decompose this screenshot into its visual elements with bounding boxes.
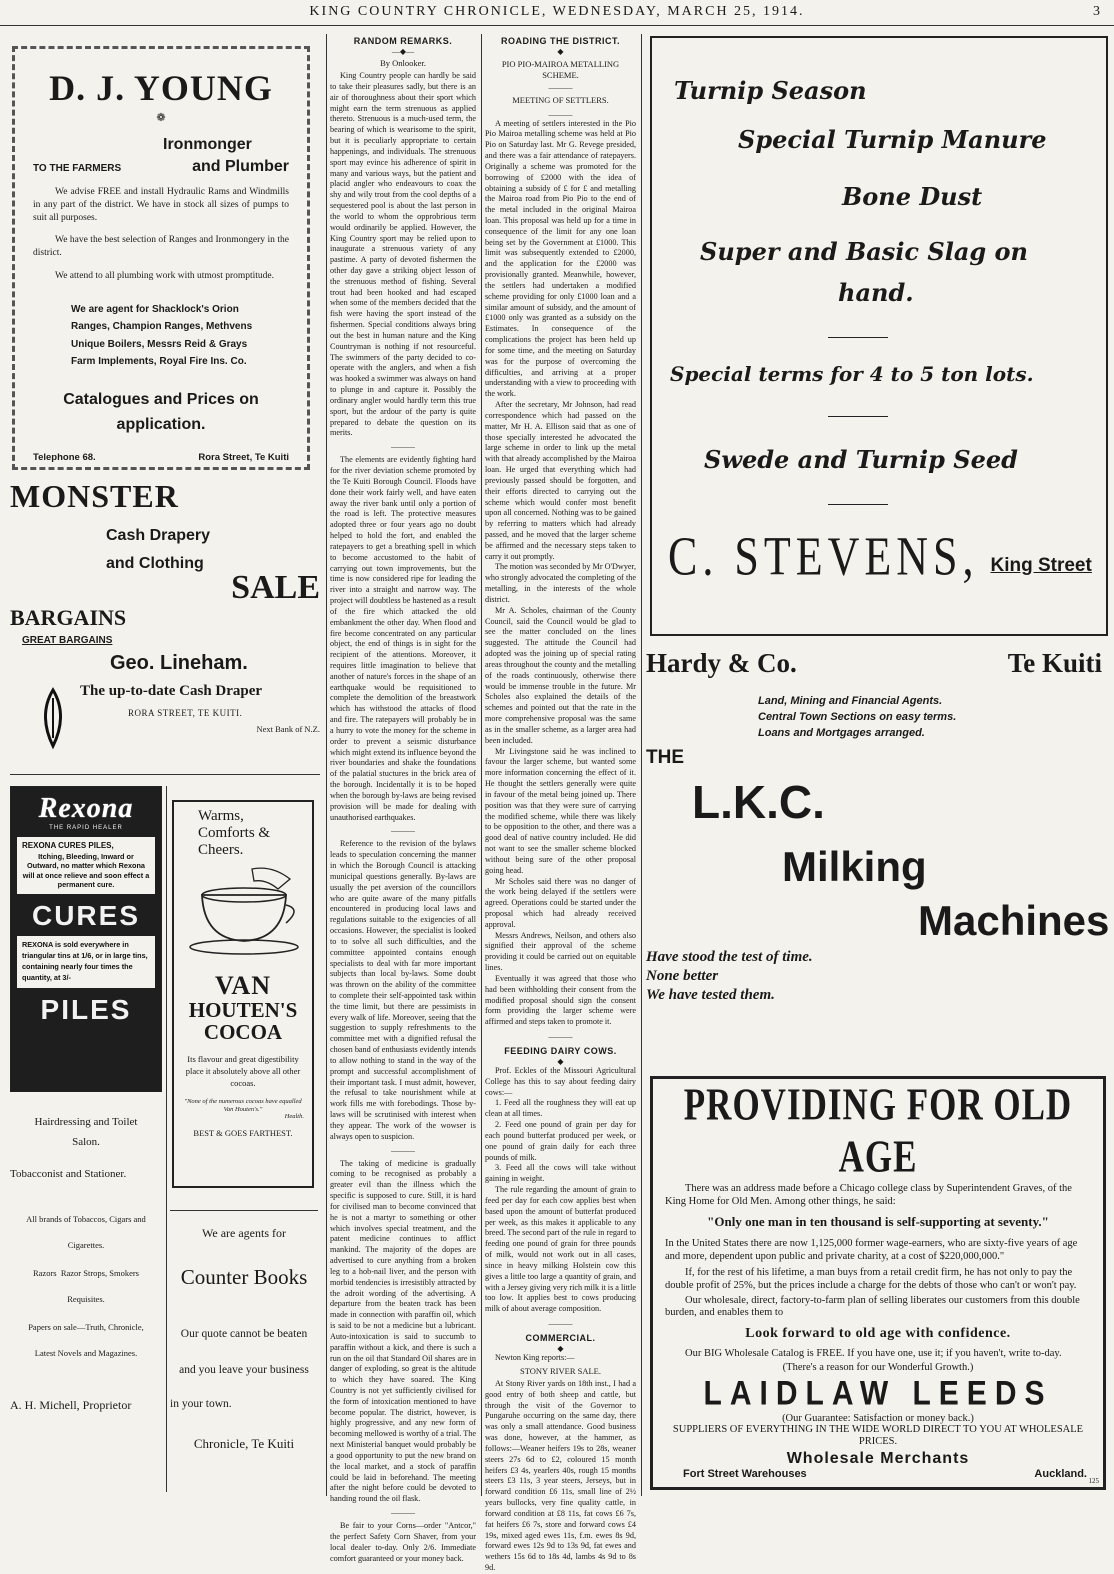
divider-rule: ——— bbox=[391, 1145, 415, 1155]
vanhouten-brand2: HOUTEN'S bbox=[188, 998, 298, 1022]
michell-line4: All brands of Tobaccos, Cigars and bbox=[26, 1214, 146, 1224]
lineham-tag: The up-to-date Cash Draper bbox=[80, 683, 263, 699]
random-byline: By Onlooker. bbox=[380, 57, 426, 68]
cocoa-cup-icon bbox=[182, 865, 304, 957]
stevens-street: King Street bbox=[990, 555, 1092, 576]
rexona-logo: Rexona bbox=[38, 793, 134, 824]
counter-line3: Our quote cannot be beaten bbox=[180, 1328, 308, 1340]
laidlaw-para2: In the United States there are now 1,125,000 former wage-earners, who are sixty-five years of age and more, dependent upon public and private charity, at a cost of $220,000,000." bbox=[665, 1238, 1078, 1262]
michell-line3: Tobacconist and Stationer. bbox=[10, 1168, 127, 1180]
michell-ad bbox=[10, 1110, 162, 1492]
pen-nib-icon bbox=[38, 688, 68, 748]
michell-line6: Razors Razor Strops, Smokers bbox=[32, 1268, 139, 1278]
hardy-slogan2: None better bbox=[646, 968, 719, 984]
vanhouten-text: Its flavour and great digestibility place it absolutely above all other cocoas. bbox=[185, 1054, 301, 1088]
divider-rule: ——— bbox=[391, 1508, 415, 1518]
laidlaw-para3: If, for the rest of his lifetime, a man buys from a retail credit firm, he has not only to pay the double profit of 25%, but the prices include a charge for the debts of those who can't or won't pay. bbox=[665, 1267, 1077, 1291]
stevens-line3: Bone Dust bbox=[842, 182, 983, 211]
hardy-slogan3: We have tested them. bbox=[646, 987, 775, 1003]
random-foot: Be fair to your Corns—order "Antcor," the perfect Safety Corn Shaver, from your local dealer to-day. Only 2/6. Immediate comfort guaranteed or your money back. bbox=[330, 1521, 476, 1563]
metalling-title: ROADING THE DISTRICT. bbox=[500, 36, 620, 46]
metalling-para5: Mr Livingstone said he was inclined to favour the larger scheme, but wanted some more information concerning the effect of it. He thought the settlers generally were quite in favour of the metal being joined up. There position was that they were sure of carrying the modified scheme, while there was likely to be opposition to the other, and there was a good deal of native country included. He did not want to see the smaller scheme blocked without being sure of the other proposal going head. bbox=[485, 746, 636, 875]
laidlaw-suppliers: SUPPLIERS OF EVERYTHING IN THE WIDE WORLD DIRECT TO YOU AT WHOLESALE PRICES. bbox=[672, 1424, 1084, 1448]
michell-line5: Cigarettes. bbox=[67, 1240, 105, 1250]
dairy-title: FEEDING DAIRY COWS. bbox=[504, 1046, 617, 1057]
hardy-milking: Milking bbox=[782, 843, 927, 890]
lineham-next: Next Bank of N.Z. bbox=[256, 724, 320, 734]
masthead-title: KING COUNTRY CHRONICLE, WEDNESDAY, MARCH 25, 1914. bbox=[0, 4, 1114, 26]
djyoung-ad bbox=[12, 46, 310, 470]
rexona-cures: CURES bbox=[31, 899, 140, 931]
vanhouten-h3: Cheers. bbox=[198, 842, 244, 858]
divider-rule: ——— bbox=[391, 442, 415, 452]
stevens-line5: hand. bbox=[838, 278, 914, 307]
djyoung-agents: We are agent for Shacklock's Orion Ranges, Champion Ranges, Methvens Unique Boilers, Messrs Reid & Grays Farm Implements, Royal Fire Ins. Co. bbox=[71, 303, 253, 368]
vanhouten-brand3: COCOA bbox=[203, 1020, 283, 1045]
metalling-para1: A meeting of settlers interested in the Pio Pio Mairoa metalling scheme was held at Pio Pio on Saturday last. Mr G. Revege presided, and there was a fair attendance of ratepayers. Originally a scheme was promoted for the borrowing of £2000 with the idea of obtaining a subsidy of £ for £ and metalling the Mairoa road from Pio Pio to the end of the metal included in the original Mairoa loan. This proposal was held up for a time in consequence of the limit for any one loan being set by the Government at £1000. This limit was subsequently extended to £2000, and the application for the £2000 was provisionally granted. Meanwhile, however, the settlers had undertaken a modified scheme providing for only £1000 loan and a similar amount of subsidy, and the amount of £1000 only was granted as a subsidy on the Estimates. In consequence of the complications the project has been held up for some time, and the meeting on Saturday was for the purpose of overcoming the difficulties, and arriving at a proper understanding with a view to proceeding with the work. bbox=[485, 118, 636, 399]
vanhouten-quote: "None of the numerous cocoas have equalled Van Houten's." bbox=[184, 1097, 302, 1113]
metalling-para4: Mr A. Scholes, chairman of the County Council, said the Council would be glad to see the matter concluded on the lines suggested. The attitude the Council had adopted was the joining up of special rating areas throughout the county and the metalling of the roads continuously, otherwise there would be immense trouble in the future. Mr Scholes also explained the details of the schemes and pointed out that the rate in the more comprehensive proposal was the same as in the smaller scheme, as a larger area had been included. bbox=[485, 605, 636, 745]
lineham-monster: MONSTER bbox=[10, 478, 179, 514]
divider-rule: ——— bbox=[548, 83, 573, 93]
metalling-para6: Mr Scholes said there was no danger of the work being delayed if the settlers were agreed. Operations could be started under the proposal which had already received approval. bbox=[485, 876, 636, 929]
vanhouten-source: Health. bbox=[284, 1113, 304, 1121]
random-title: RANDOM REMARKS. bbox=[353, 36, 453, 46]
ornament-icon: —◆— bbox=[391, 46, 415, 56]
hardy-ad bbox=[646, 648, 1108, 1072]
laidlaw-para1: There was an address made before a Chicago college class by Superintendent Graves, of the King Home for Old Men. Among other things, he said: bbox=[665, 1183, 1072, 1207]
counter-line6: Chronicle, Te Kuiti bbox=[193, 1436, 295, 1451]
commercial-title: COMMERCIAL. bbox=[525, 1333, 596, 1344]
divider-rule: ——— bbox=[548, 1319, 573, 1329]
metalling-para8: Eventually it was agreed that those who had been withholding their consent from the modified proposal should sign the consent form providing the larger scheme were affirmed and steps taken to promote it. bbox=[485, 973, 636, 1027]
metalling-para2: After the secretary, Mr Johnson, had read correspondence which had passed on the matter, Mr H. A. Ellison said that as one of those specially interested he advocated the large scheme in order to link up the metal with that already accomplished by the Mairoa loan. He urged that everything which had previously passed should be forgotten, and their efforts directed to carrying out the scheme which would confer most benefit upon all concerned. Nothing was to be gained by referring to matters which had already passed, and he moved that the larger scheme be affirmed and the necessary steps taken to carry it out promptly. bbox=[485, 400, 636, 561]
djyoung-p3: We attend to all plumbing work with utmost promptitude. bbox=[55, 271, 275, 282]
lineham-line1: Cash Drapery bbox=[106, 527, 211, 544]
dairy-item3: 3. Feed all the cows will take without gaining in weight. bbox=[485, 1163, 636, 1184]
divider-rule: ——— bbox=[548, 1032, 573, 1042]
hardy-the: THE bbox=[646, 747, 684, 768]
hardy-town: Te Kuiti bbox=[1007, 648, 1102, 678]
ornament-icon: ◆ bbox=[557, 1343, 564, 1353]
michell-name: A. H. Michell, Proprietor bbox=[10, 1398, 132, 1412]
hardy-line1: Land, Mining and Financial Agents. bbox=[758, 695, 943, 707]
stevens-line4: Super and Basic Slag on bbox=[700, 237, 1028, 266]
lineham-ad bbox=[10, 478, 320, 770]
djyoung-telephone: Telephone 68. bbox=[33, 452, 96, 464]
rexona-text2: REXONA is sold everywhere in triangular tins at 1/6, or in large tins, containing nearly four times the quantity, at 3/- bbox=[22, 939, 148, 982]
vanhouten-h1: Warms, bbox=[198, 808, 244, 824]
laidlaw-para4: Our wholesale, direct, factory-to-farm plan of selling liberates our customers from this double burden, and enables them to bbox=[665, 1294, 1080, 1319]
stevens-ad bbox=[650, 36, 1108, 636]
lineham-line2: and Clothing bbox=[106, 555, 204, 572]
hardy-slogan1: Have stood the test of time. bbox=[646, 949, 813, 965]
laidlaw-ad bbox=[650, 1076, 1106, 1490]
laidlaw-auckland: Auckland. bbox=[1034, 1468, 1087, 1481]
dairy-item2: 2. Feed one pound of grain per day for each pound butterfat produced per week, or one pound of grain daily for each three pounds of milk. bbox=[485, 1120, 636, 1162]
vanhouten-brand1: VAN bbox=[215, 971, 271, 1000]
divider-rule: ——— bbox=[548, 109, 573, 119]
commercial-para1: At Stony River yards on 18th inst., I had a good entry of both sheep and cattle, but through the visit of the Governor to Pungaruhe occurring on the same day, there was only a small attendance. Good business was done, however, at the hammer, as follows:—Weaner heifers 19s to 28s, weaner steers 27s 6d to £2, coloured 15 month heifers £3 4s, yearlers 40s, rough 15 months steers £3 11s, 3 year steers, Jerseys, but in forward condition £6 11s, small line of 2½ years bullocks, very fine quality cattle, in forward condition at £8 11s, fat cows £6 7s, fat heifers £6 7s, store and forward cows £4 19s, mixed aged ewes 11s, f.m. ewes 8s 9d, forward ewes 12s 9d to 13s 9d, fat ewes and wethers 15s 6d to 18s 4d, lambs 4s 9d to 8s 9d. bbox=[485, 1378, 636, 1573]
hardy-line3: Loans and Mortgages arranged. bbox=[758, 727, 925, 739]
stevens-name: C. STEVENS, bbox=[668, 525, 979, 588]
ornament-icon: ◆ bbox=[557, 1056, 564, 1066]
michell-line1: Hairdressing and Toilet bbox=[34, 1116, 138, 1128]
rexona-sub: THE RAPID HEALER bbox=[49, 825, 123, 831]
michell-line8: Papers on sale—Truth, Chronicle, bbox=[28, 1322, 144, 1332]
dairy-para2: The rule regarding the amount of grain to feed per day for each cow applies best when based upon the amount of butterfat produced per week, as this makes it applicable to any breed. The second part of the rule in regard to feeding one pound of grain for three pounds of milk, would not work out in all cases, since in heavy milking Holstein cow this gives a little too large a quantity of grain, and with a Jersey giving very rich milk it is a little too low. It applies best to cows producing milk of about average composition. bbox=[485, 1185, 636, 1314]
lineham-bargains: BARGAINS bbox=[10, 605, 127, 630]
dairy-item1: 1. Feed all the roughness they will eat up clean at all times. bbox=[485, 1098, 636, 1119]
michell-line7: Requisites. bbox=[67, 1294, 105, 1304]
ornament-icon: ❁ bbox=[156, 111, 166, 124]
hardy-line2: Central Town Sections on easy terms. bbox=[758, 711, 957, 723]
vanhouten-ad bbox=[172, 800, 314, 1188]
djyoung-address: Rora Street, Te Kuiti bbox=[198, 452, 289, 464]
page-number: 3 bbox=[1093, 4, 1100, 19]
rexona-piles: PILES bbox=[40, 993, 132, 1025]
djyoung-p1: We advise FREE and install Hydraulic Rams and Windmills in any part of the district. We have in stock all sizes of pumps to suit all purposes. bbox=[33, 187, 289, 223]
news-column bbox=[485, 36, 636, 1573]
vanhouten-h2: Comforts & bbox=[198, 825, 271, 841]
laidlaw-quote: "Only one man in ten thousand is self-supporting at seventy." bbox=[707, 1214, 1049, 1230]
lineham-great: GREAT BARGAINS bbox=[22, 635, 113, 646]
random-remarks-column bbox=[330, 36, 476, 1563]
commercial-sub: STONY RIVER SALE. bbox=[520, 1365, 601, 1376]
laidlaw-brand: LAIDLAW LEEDS bbox=[703, 1374, 1053, 1413]
lineham-sale: SALE bbox=[231, 569, 320, 606]
djyoung-trade2: and Plumber bbox=[192, 158, 289, 175]
commercial-by: Newton King reports:— bbox=[495, 1352, 575, 1362]
dairy-para1: Prof. Eckles of the Missouri Agricultural College has this to say about feeding dairy cows:— bbox=[485, 1065, 636, 1097]
stevens-line7: Swede and Turnip Seed bbox=[704, 445, 1018, 474]
laidlaw-merchants: Wholesale Merchants bbox=[786, 1450, 970, 1468]
djyoung-farmers: TO THE FARMERS bbox=[33, 163, 122, 174]
vanhouten-slogan: BEST & GOES FARTHEST. bbox=[193, 1128, 293, 1139]
counter-line5: in your town. bbox=[170, 1398, 232, 1410]
laidlaw-reason: (There's a reason for our Wonderful Growth.) bbox=[782, 1362, 974, 1374]
metalling-sub2: MEETING OF SETTLERS. bbox=[512, 95, 609, 106]
djyoung-p2: We have the best selection of Ranges and Ironmongery in the district. bbox=[33, 235, 289, 259]
hardy-machines: Machines bbox=[918, 897, 1110, 944]
djyoung-name: D. J. YOUNG bbox=[49, 68, 273, 108]
random-para1: King Country people can hardly be said to take their pleasures sadly, but there is an air of thoroughness about their sport which might earn the term strenuous as applied thereto. Strenuous is a much-used term, the bearing of which is wearisome to the spirit, but it is peculiarly appropriate to certain happenings, and individuals. The strenuous sport may evince his adherence of spirit in many and various ways, but the patient and placid angler who endeavours to coax the shy and wily trout from the cool depths of a sequestered pool is about the last person in the world to whom the opprobrious term would ordinarily be applied. However, the King Country sport may be relied upon to inaugurate a strenuous variety of any pastime. A party of devoted fishermen the other day gave a striking object lesson of the strenuous method of fishing. Several trout had been hooked and had escaped when some of the members decided that the fish were having the sport instead of the fishermen. Special conditions always bring out the best in human nature and the King Countryman is nothing if not resourceful. The swimmers of the party decided to co-operate with the anglers, and when a fish was hooked a swimmer was always on hand to plunge in and capture it. Possibly the ordinary angler would hardly term this true sport, but the ardour of the party is quite prepared to debate the question on its merits. bbox=[330, 71, 476, 438]
rexona-text1: Itching, Bleeding, Inward or Outward, no matter which Rexona will at once relieve and soon effect a permanent cure. bbox=[22, 852, 150, 890]
ornament-icon: ◆ bbox=[557, 46, 564, 56]
metalling-para3: The motion was seconded by Mr O'Dwyer, who strongly advocated the completing of the metalling, in the interests of the whole district. bbox=[485, 562, 636, 604]
random-para4: The taking of medicine is gradually coming to be recognised as probably a greater evil than the illness which the specific is supposed to cure. Still, it is hard for civilised man to become convinced that he is not a martyr to something or other which involves special treatment, and the patent medicine continues to afflict mankind. The majority of the dopes are advertised to cure anything from a broken leg to a hob-nail liver, and the person with morbid tendencies is irresistibly attracted by the adroit wording of the advertising. A departure from the beaten track has been made in connection with paraffin oil, which is said to be not a medicine but a lubricant. Auto-intoxication is said to succumb to paraffin without a kick, and there is such a run on the oil that Standard Oil shares are in danger of exploding, so great is the altitude to which they have soared. The King Country is not yet sufficiently civilised for the form of intoxication mentioned to have become popular. The district, however, is highly progressive, and any new form of becoming mellowed is worthy of a trial. The next Ministerial banquet would probably be a good opportunity to put the new brand on the local market, and a stock of paraffin could be laid in beforehand. The meeting after the night before could be devoted to handing round the oil flask. bbox=[330, 1158, 476, 1504]
random-para2: The elements are evidently fighting hard for the river deviation scheme promoted by the Te Kuiti Borough Council. Floods have done their work fairly well, and have eaten away the river bank until only a portion of the road is left. The protective measures adopted three or four years ago no doubt helped to hold the fort, and enabled the ratepayers to get a breathing spell in which to become accustomed to the habit of carrying out town improvements, but the time is now considered ripe for leading the river into a straight and narrow way. The project will doubtless be hastened as a result of the fire which attacked the old embankment the other day. When flood and fire become concentrated on any particular object, the end of things is in sight for the recipient of the attentions. Moreover, it requires little imagination to believe that another of nature's forces in the shape of an earthquake would be requisitioned to complete the demolition of the breastwork which has withstood the attacks of flood and fire. The ratepayers will probably be in a hurry to vote the money for the scheme in order to prevent a seismic disturbance which might extend its influence beyond the river boundaries and shake the foundations of the palatial stuctures in the brick area of the borough. Incidentally it is to be hoped when the borough by-laws are being revised provision will be made for dealing with unauthorised earthquakes. bbox=[330, 455, 476, 822]
rexona-heading: REXONA CURES PILES, bbox=[22, 841, 114, 850]
counter-ad bbox=[170, 1220, 318, 1492]
counter-line4: and you leave your business bbox=[179, 1364, 309, 1376]
laidlaw-fort: Fort Street Warehouses bbox=[683, 1468, 807, 1481]
hardy-lkc: L.K.C. bbox=[692, 776, 825, 828]
random-para3: Reference to the revision of the bylaws leads to speculation concerning the manner in which the Borough Council is attacking municipal questions generally. By-laws are usually the pet aversion of the councillors who are quite aware of the many pitfalls encountered in producing local laws and regulations suitable to the exigencies of all occasions. However, the specialist is looked to to solve all such difficulties, and the committee appointed contains enough specialists to deal with far more important subjects than local by-laws. Some doubt was thrown on the ability of the committee to complete their self-appointed task within the time limit, but there are pessimists in every walk of life. Moreover, seeing that the suggestion to supply refreshments to the committee met with a dignified refusal the chosen band of enthusiasts evidently intends to allow nothing to stand in the way of the prompt and successful accomplishment of their important task. I must admit, however, the refusal to take nourishment while at work fills me with forebodings. Those by-laws will be scrutinised with interest when they appear. The work of the wowser is always open to suspicion. bbox=[330, 839, 476, 1141]
metalling-sub: PIO PIO-MAIROA METALLING SCHEME. bbox=[501, 58, 620, 81]
rexona-ad bbox=[10, 786, 162, 1092]
laidlaw-headline: PROVIDING FOR OLD AGE bbox=[683, 1079, 1073, 1182]
laidlaw-guarantee: (Our Guarantee: Satisfaction or money back.) bbox=[782, 1413, 974, 1425]
stevens-line2: Special Turnip Manure bbox=[738, 125, 1047, 154]
stevens-line1: Turnip Season bbox=[674, 76, 867, 105]
michell-line2: Salon. bbox=[72, 1136, 100, 1148]
djyoung-catalogues: Catalogues and Prices on application. bbox=[63, 390, 259, 434]
djyoung-trade1: Ironmonger bbox=[163, 136, 252, 153]
hardy-name: Hardy & Co. bbox=[646, 648, 797, 678]
laidlaw-code: 125 bbox=[1088, 1477, 1099, 1485]
michell-line9: Latest Novels and Magazines. bbox=[34, 1348, 138, 1358]
divider-rule: ——— bbox=[391, 826, 415, 836]
laidlaw-look: Look forward to old age with confidence. bbox=[745, 1325, 1011, 1341]
counter-line2: Counter Books bbox=[180, 1265, 308, 1289]
metalling-para7: Messrs Andrews, Neilson, and others also signified their approval of the scheme providing it could be carried out on equitable lines. bbox=[485, 930, 636, 973]
laidlaw-para5: Our BIG Wholesale Catalog is FREE. If you have one, use it; if you haven't, write to-day. bbox=[685, 1347, 1062, 1359]
stevens-line6: Special terms for 4 to 5 ton lots. bbox=[670, 362, 1034, 386]
counter-line1: We are agents for bbox=[202, 1226, 286, 1240]
lineham-name: Geo. Lineham. bbox=[110, 652, 248, 674]
lineham-street: RORA STREET, TE KUITI. bbox=[128, 708, 243, 718]
